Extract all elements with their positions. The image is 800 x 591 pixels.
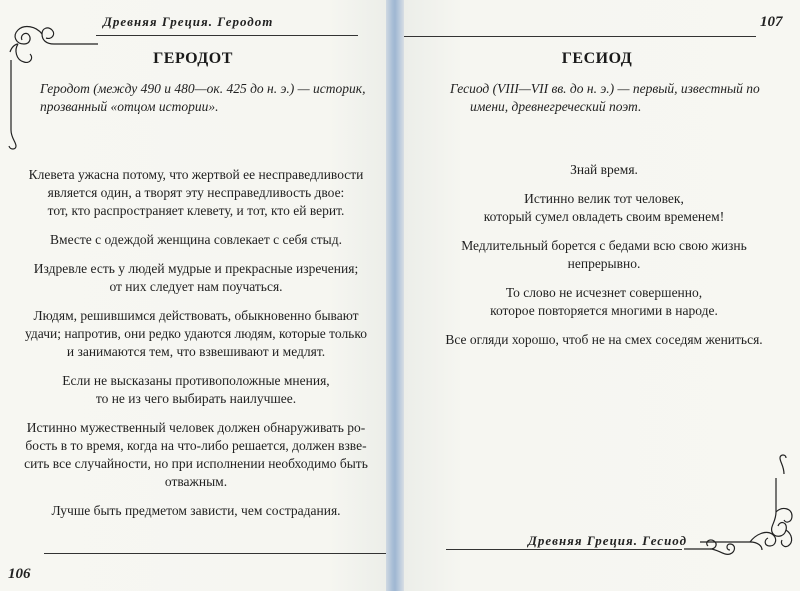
footer-rule: [446, 549, 682, 550]
quote-line: которое повторяется многими в народе.: [490, 303, 718, 318]
quote: [22, 166, 370, 220]
quote-line: отважным.: [164, 474, 228, 489]
chapter-title: ГЕРОДОТ: [153, 50, 233, 67]
quote-line: Истинно велик тот человек,: [524, 191, 684, 206]
page-number: 106: [8, 566, 31, 582]
quote: [22, 260, 370, 296]
quote-line: Медлительный борется с бедами всю свою жизнь: [461, 238, 747, 253]
chapter-intro: [40, 80, 380, 116]
quote: [434, 161, 774, 179]
quote-line: бость в то время, когда на что-либо решается, должен взве-: [25, 438, 367, 453]
flourish-end-icon: [684, 536, 744, 567]
quote-line: Знай время.: [570, 162, 638, 177]
running-header: Древняя Греция. Гесиод: [528, 533, 688, 548]
quote-line: сить все случайности, но при исполнении необходимо быть: [24, 456, 368, 471]
quote: [434, 237, 774, 273]
quote-line: Издревле есть у людей мудрые и прекрасные изречения;: [33, 261, 359, 276]
chapter-intro: [450, 80, 790, 116]
intro-line: имени, древнегреческий поэт.: [470, 99, 642, 114]
page-number: 107: [760, 14, 783, 30]
quote-line: от них следует нам поучаться.: [109, 279, 283, 294]
quote-line: Людям, решившимся действовать, обыкновенно бывают: [33, 308, 359, 323]
header-rule: [404, 36, 756, 37]
book-gutter: [386, 0, 404, 591]
quote-line: Клевета ужасна потому, что жертвой ее несправедливости: [28, 167, 364, 182]
quote-line: непрерывно.: [567, 256, 641, 271]
quote-line: является один, а творят эту несправедливость двое:: [47, 185, 345, 200]
quote-line: Все огляди хорошо, чтоб не на смех соседям жениться.: [445, 332, 763, 347]
quote-line: Истинно мужественный человек должен обнаруживать ро-: [26, 420, 366, 435]
quote-line: то не из чего выбирать наилучшее.: [95, 391, 297, 406]
quote: [22, 419, 370, 491]
quote: [434, 331, 774, 349]
quote-list: [434, 161, 774, 360]
quote: [22, 372, 370, 408]
intro-line: Гесиод (VIII—VII вв. до н. э.) — первый, известный по: [450, 81, 760, 96]
quote: [22, 231, 370, 249]
quote: [22, 307, 370, 361]
flourish-side-icon: [4, 60, 18, 155]
quote-line: Лучше быть предметом зависти, чем сострадания.: [51, 503, 341, 518]
quote-line: То слово не исчезнет совершенно,: [505, 285, 703, 300]
quote-line: удачи; напротив, они редко удаются людям, которые только: [25, 326, 367, 341]
quote-line: который сумел овладеть своим временем!: [483, 209, 725, 224]
running-header: Древняя Греция. Геродот: [103, 14, 274, 29]
footer-rule: [44, 553, 386, 554]
left-page: [0, 0, 386, 591]
quote-line: тот, кто распространяет клевету, и тот, кто ей верит.: [47, 203, 345, 218]
quote: [434, 284, 774, 320]
intro-line: Геродот (между 490 и 480—ок. 425 до н. э.) — историк,: [40, 81, 366, 96]
chapter-title: ГЕСИОД: [561, 50, 633, 67]
right-page: [404, 0, 800, 591]
quote: [434, 190, 774, 226]
quote-list: [22, 166, 370, 531]
quote-line: Если не высказаны противоположные мнения,: [62, 373, 330, 388]
quote: [22, 502, 370, 520]
intro-line: прозванный «отцом истории».: [40, 99, 219, 114]
quote-line: и занимаются тем, что взвешивают и медлят.: [66, 344, 326, 359]
header-rule: [96, 35, 358, 36]
quote-line: Вместе с одеждой женщина совлекает с себя стыд.: [50, 232, 342, 247]
